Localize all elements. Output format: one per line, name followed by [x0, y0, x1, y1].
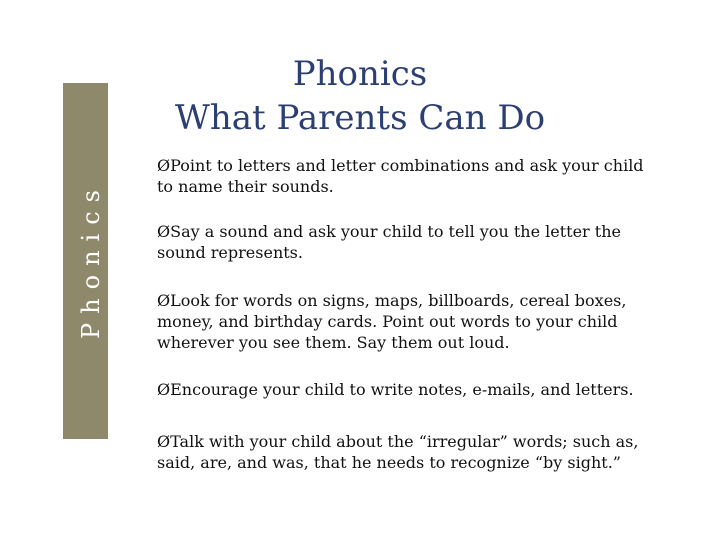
bullet-text: Say a sound and ask your child to tell you the letter the sound represents. [157, 222, 621, 262]
arrow-bullet-icon: Ø [157, 222, 171, 241]
bullet-item [157, 290, 677, 353]
bullet-item [157, 155, 677, 197]
bullet-text: Talk with your child about the “irregular” words; such as, said, are, and was, that he needs to recognize “by sight.” [157, 432, 639, 472]
slide-title-line-2: What Parents Can Do [174, 98, 546, 138]
arrow-bullet-icon: Ø [157, 432, 171, 451]
arrow-bullet-icon: Ø [157, 156, 171, 175]
bullet-text: Look for words on signs, maps, billboards, cereal boxes, money, and birthday cards. Point out words to your child wherever you see them. Say them out loud. [157, 291, 627, 352]
bullet-item [157, 379, 677, 400]
bullet-text: Encourage your child to write notes, e-mails, and letters. [170, 380, 634, 399]
bullet-item [157, 221, 677, 263]
sidebar-vertical-label: Phonics [77, 181, 105, 339]
bullet-item [157, 431, 677, 473]
slide-title-line-1: Phonics [292, 54, 428, 94]
bullet-text: Point to letters and letter combinations and ask your child to name their sounds. [157, 156, 644, 196]
arrow-bullet-icon: Ø [157, 380, 171, 399]
slide-title [150, 52, 570, 140]
arrow-bullet-icon: Ø [157, 291, 171, 310]
